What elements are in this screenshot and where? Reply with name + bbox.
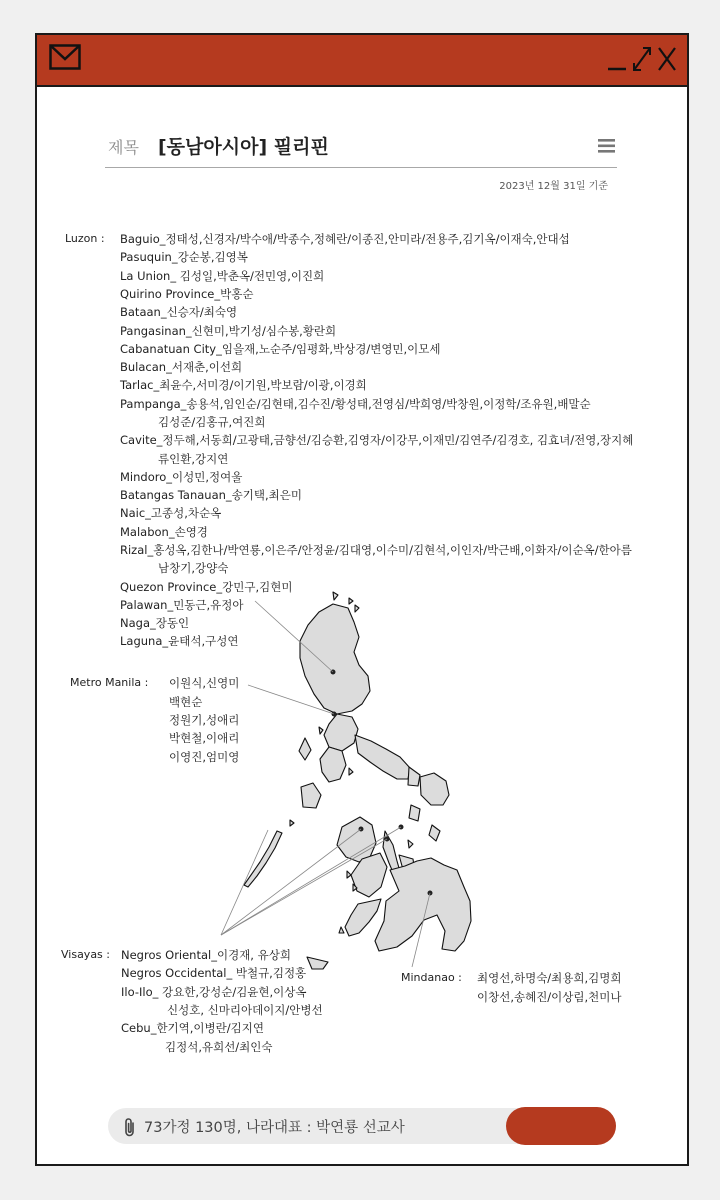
visayas-entry: Negros Oriental_이경재, 유상희 [121,948,291,962]
visayas-entry: Ilo-Ilo_ 강요한,강성순/김윤현,이상옥 [121,985,307,999]
region-label-visayas: Visayas : [61,948,110,961]
visayas-entry: Negros Occidental_ 박철규,김정홍 [121,966,307,980]
submit-button[interactable] [506,1107,616,1145]
luzon-entry: Pampanga_송용석,임인순/김현태,김수진/황성태,전영심/박희영/박창원,이정학/조유원,배말순 [120,397,591,411]
luzon-entry: Pasuquin_강순봉,김영복 [120,250,248,264]
luzon-entry: Malabon_손영경 [120,525,208,539]
luzon-entry: 김성준/김홍규,여진희 [158,415,266,429]
luzon-entry: Naga_장동인 [120,616,190,630]
page-title: [동남아시아] 필리핀 [158,136,329,158]
metro-manila-entry: 정원기,성애리 [169,713,240,727]
luzon-entry: Tarlac_최윤수,서미경/이기원,박보람/이광,이경희 [120,378,367,392]
luzon-entry: Cabanatuan City_임을재,노순주/임평화,박상경/변영민,이모세 [120,342,441,356]
mindanao-entry: 이창선,송혜진/이상림,천미나 [477,990,622,1004]
mindanao-entry: 최영선,하명숙/최용희,김명희 [477,971,622,985]
metro-manila-entry: 이원식,신영미 [169,676,240,690]
luzon-entry: 류인환,강지연 [158,452,229,466]
luzon-entry: Naic_고종성,차순옥 [120,506,222,520]
metro-manila-entry: 이영진,엄미영 [169,750,240,764]
luzon-entry: Rizal_홍성옥,김한나/박연룡,이은주/안정윤/김대영,이수미/김현석,이인자/박근배,이화자/이순옥/한아름 [120,543,632,557]
summary-text: 73가정 130명, 나라대표 : 박연룡 선교사 [144,1120,405,1136]
visayas-entry: 김정석,유희선/최인숙 [165,1040,273,1054]
luzon-entry: Bataan_신승자/최숙영 [120,305,238,319]
metro-manila-entry: 박현철,이애리 [169,731,240,745]
luzon-entry: Bulacan_서재춘,이선희 [120,360,243,374]
luzon-entry: La Union_ 김성일,박춘옥/전민영,이진희 [120,269,325,283]
luzon-entry: Batangas Tanauan_송기택,최은미 [120,488,302,502]
luzon-entry: Cavite_정두해,서동희/고광태,금향선/김승환,김영자/이강무,이재민/김연주/김경호, 김효녀/전영,장지혜 [120,433,634,447]
title-field-label: 제목 [108,138,139,157]
luzon-entry: Quezon Province_강민구,김현미 [120,580,293,594]
luzon-entry: 남창기,강양숙 [158,561,229,575]
luzon-entry: Baguio_정태성,신경자/박수애/박종수,정혜란/이종진,안미라/전용주,김기옥/이재숙,안대섭 [120,232,570,246]
luzon-entry: Quirino Province_박홍순 [120,287,254,301]
luzon-entry: Pangasinan_신현미,박기성/심수봉,황란희 [120,324,337,338]
luzon-entry: Mindoro_이성민,정여울 [120,470,243,484]
visayas-entry: 신성호, 신마리아데이지/안병선 [167,1003,323,1017]
luzon-entry: Laguna_윤태석,구성연 [120,634,239,648]
region-label-metro-manila: Metro Manila : [70,676,149,689]
app-window [35,33,689,1166]
paperclip-icon [124,1117,136,1137]
luzon-entry: Palawan_민동근,유정아 [120,598,244,612]
metro-manila-entry: 백현순 [169,695,203,709]
visayas-entry: Cebu_한기역,이병란/김지연 [121,1021,264,1035]
reference-date: 2023년 12월 31일 기준 [499,181,608,192]
region-label-mindanao: Mindanao : [401,971,462,984]
region-label-luzon: Luzon : [65,232,105,245]
